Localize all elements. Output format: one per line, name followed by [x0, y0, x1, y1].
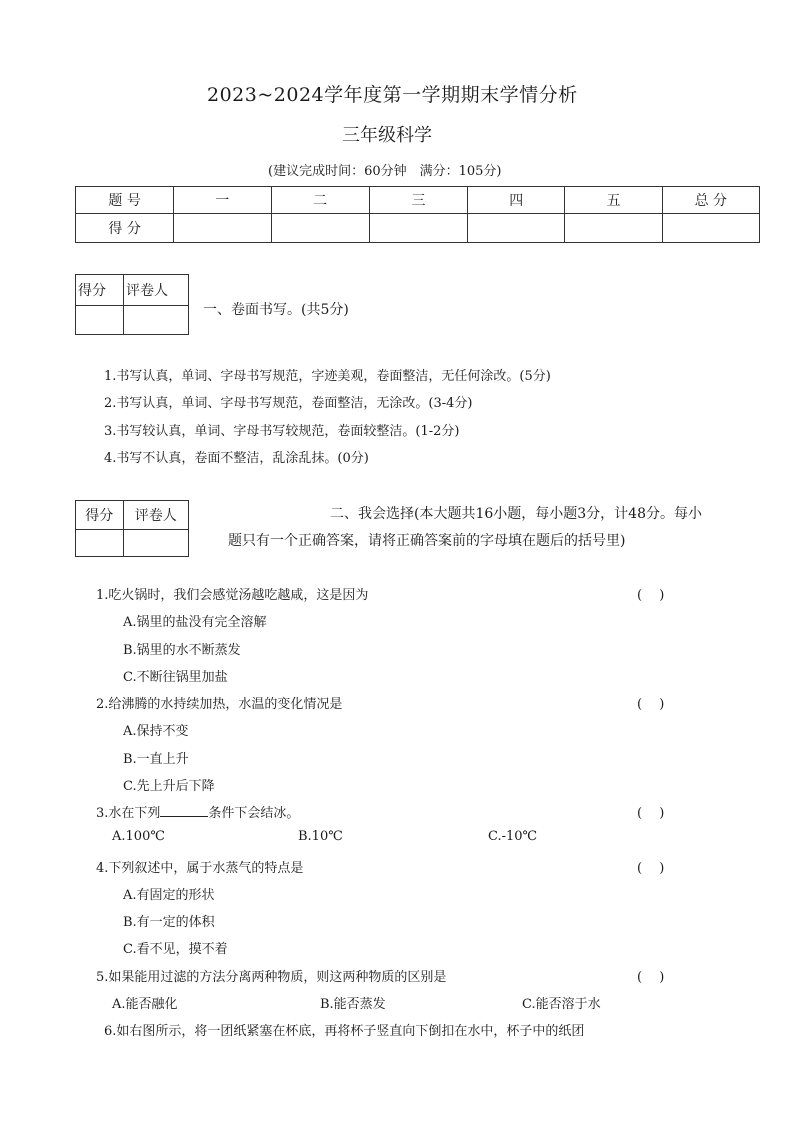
time-note: (建议完成时间：60分钟 满分：105分) — [268, 164, 502, 179]
fill-blank — [160, 804, 208, 817]
option: B.10℃ — [298, 829, 343, 844]
grader-box-grader-label: 评卷人 — [124, 275, 189, 306]
score-table-header-cell: 五 — [565, 187, 662, 214]
question-stem — [96, 802, 299, 821]
score-table-header-cell: 四 — [468, 187, 565, 214]
grader-box-cell — [123, 530, 188, 557]
score-cell — [174, 214, 271, 243]
section1-item: 3.书写较认真，单词、字母书写较规范，卷面较整洁。(1-2分) — [104, 424, 460, 439]
option: B.锅里的水不断蒸发 — [123, 643, 241, 658]
section1-item: 2.书写认真，单词、字母书写规范，卷面整洁，无涂改。(3-4分) — [104, 396, 473, 411]
question-stem: 5.如果能用过滤的方法分离两种物质，则这两种物质的区别是 — [96, 970, 447, 985]
question-stem: 6.如右图所示，将一团纸紧塞在杯底，再将杯子竖直向下倒扣在水中，杯子中的纸团 — [104, 1024, 585, 1039]
question-stem: 2.给沸腾的水持续加热，水温的变化情况是 — [96, 697, 343, 712]
score-cell — [662, 214, 759, 243]
answer-bracket: ( ) — [637, 970, 665, 985]
score-cell — [369, 214, 467, 243]
section1-item: 1.书写认真，单词、字母书写规范，字迹美观，卷面整洁，无任何涂改。(5分) — [104, 369, 551, 384]
section1-item: 4.书写不认真，卷面不整洁，乱涂乱抹。(0分) — [104, 451, 369, 466]
question-stem-pre: 3.水在下列 — [96, 806, 161, 821]
option: C.不断往锅里加盐 — [123, 670, 228, 685]
answer-bracket: ( ) — [637, 588, 665, 603]
answer-bracket: ( ) — [637, 861, 665, 876]
score-table-header-cell: 题 号 — [76, 187, 174, 214]
score-table-row-label: 得 分 — [76, 214, 174, 243]
grader-box-cell — [76, 530, 124, 557]
grader-box-cell — [76, 306, 124, 335]
grader-box-cell — [124, 306, 189, 335]
answer-bracket: ( ) — [637, 806, 665, 821]
exam-subtitle: 三年级科学 — [342, 125, 432, 146]
option: B.能否蒸发 — [320, 997, 386, 1012]
score-table-header-cell: 二 — [271, 187, 369, 214]
score-table — [75, 186, 760, 243]
question-stem: 1.吃火锅时，我们会感觉汤越吃越咸，这是因为 — [96, 588, 369, 603]
score-table-header-cell: 三 — [369, 187, 467, 214]
section2-heading-line1: 二、我会选择(本大题共16小题，每小题3分，计48分。每小 — [330, 506, 702, 522]
grader-box-score-label: 得分 — [76, 501, 124, 530]
option: C.-10℃ — [488, 829, 538, 844]
option: A.保持不变 — [123, 724, 189, 739]
section2-heading-line2: 题只有一个正确答案，请将正确答案前的字母填在题后的括号里) — [228, 533, 626, 549]
score-cell — [271, 214, 369, 243]
answer-bracket: ( ) — [637, 697, 665, 712]
option: B.一直上升 — [123, 752, 189, 767]
option: C.能否溶于水 — [522, 997, 601, 1012]
section1-grader-box — [75, 274, 189, 335]
grader-box-grader-label: 评卷人 — [123, 501, 188, 530]
section1-heading: 一、卷面书写。(共5分) — [203, 302, 349, 318]
score-table-header-cell: 一 — [174, 187, 271, 214]
question-stem: 4.下列叙述中，属于水蒸气的特点是 — [96, 861, 304, 876]
section2-grader-box — [75, 500, 189, 557]
score-cell — [468, 214, 565, 243]
option: C.看不见，摸不着 — [123, 942, 228, 957]
score-table-header-cell: 总 分 — [662, 187, 759, 214]
option: A.100℃ — [112, 829, 165, 844]
option: B.有一定的体积 — [123, 915, 215, 930]
exam-title: 2023~2024学年度第一学期期末学情分析 — [207, 84, 578, 106]
grader-box-score-label: 得分 — [76, 275, 124, 306]
option: A.有固定的形状 — [123, 888, 215, 903]
option: C.先上升后下降 — [123, 779, 215, 794]
option: A.能否融化 — [112, 997, 178, 1012]
option: A.锅里的盐没有完全溶解 — [123, 615, 267, 630]
question-stem-post: 条件下会结冰。 — [208, 806, 300, 821]
score-cell — [565, 214, 662, 243]
